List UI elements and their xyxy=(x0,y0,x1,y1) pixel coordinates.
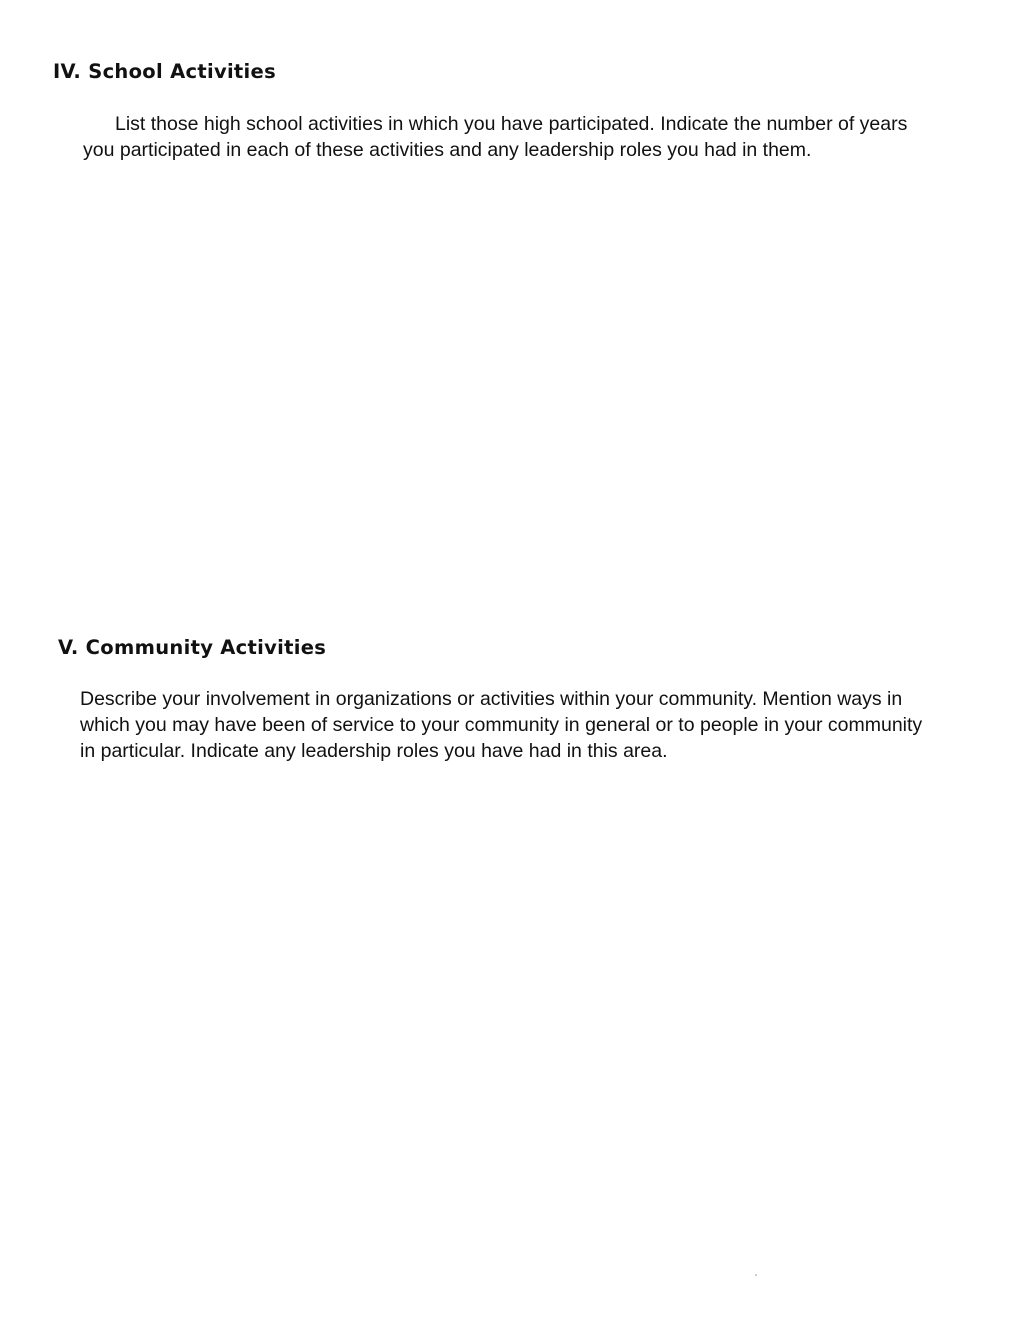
section-instructions-community-activities xyxy=(80,686,922,764)
section-heading-school-activities: IV. School Activities xyxy=(53,60,276,83)
scan-speck xyxy=(755,1274,757,1276)
instruction-line: you participated in each of these activities and any leadership roles you had in them. xyxy=(83,139,812,161)
instruction-line: in particular. Indicate any leadership roles you have had in this area. xyxy=(80,740,668,762)
section-instructions-school-activities xyxy=(83,111,907,163)
instruction-line: List those high school activities in which you have participated. Indicate the number of years xyxy=(115,113,908,135)
instruction-line: which you may have been of service to your community in general or to people in your community xyxy=(80,714,923,736)
instruction-line: Describe your involvement in organizations or activities within your community. Mention ways in xyxy=(80,688,903,710)
section-heading-community-activities: V. Community Activities xyxy=(58,636,327,659)
